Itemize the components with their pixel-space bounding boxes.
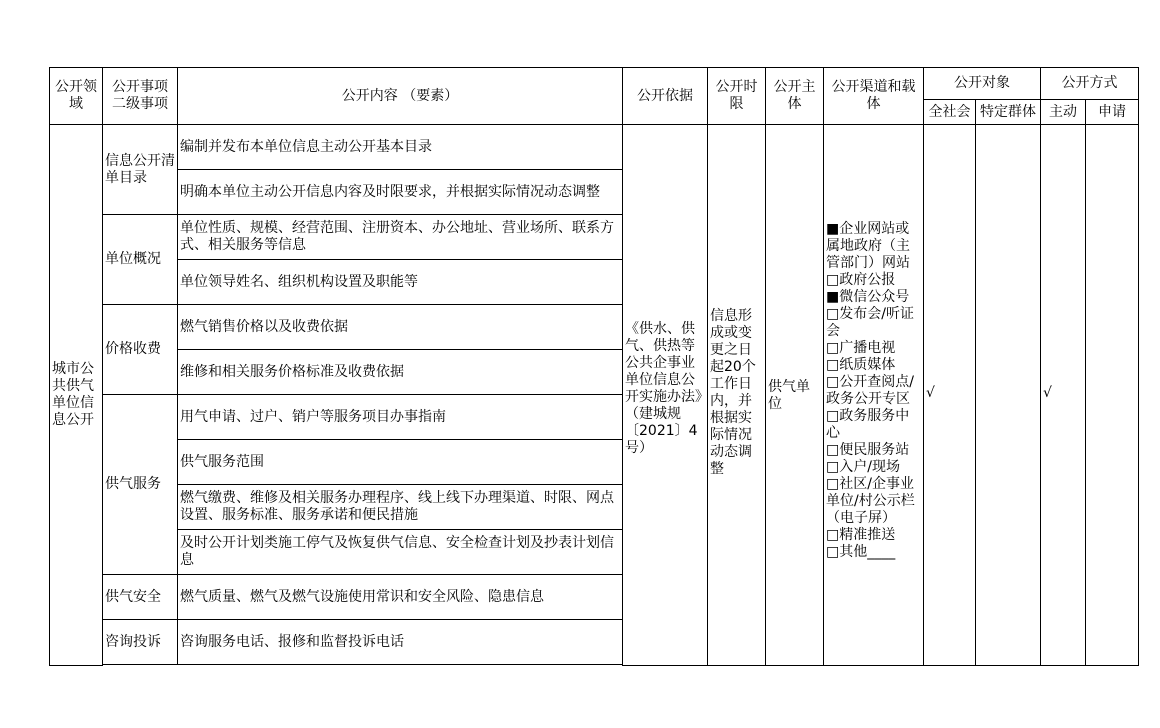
channel-label: 企业网站或属地政府（主管部门）网站 — [826, 221, 910, 271]
audience-all-check: √ — [924, 125, 976, 666]
content-cell: 供气服务范围 — [178, 440, 623, 485]
domain-cell: 城市公共供气单位信息公开 — [50, 125, 103, 666]
channel-label: 政务服务中心 — [826, 408, 910, 441]
header-audience-specific: 特定群体 — [976, 100, 1041, 125]
channel-item — [826, 221, 921, 272]
content-cell: 咨询服务电话、报修和监督投诉电话 — [178, 620, 623, 665]
channel-checkbox: □ — [826, 374, 840, 390]
content-cell: 及时公开计划类施工停气及恢复供气信息、安全检查计划及抄表计划信息 — [178, 530, 623, 575]
sub-item-name: 供气安全 — [103, 575, 178, 620]
channel-item — [826, 357, 921, 374]
channel-checkbox: □ — [826, 544, 840, 560]
channel-label: 社区/企事业单位/村公示栏（电子屏） — [826, 476, 915, 526]
channel-label: 精准推送 — [839, 527, 896, 543]
sub-item-name: 信息公开清单目录 — [103, 125, 178, 215]
content-cell: 明确本单位主动公开信息内容及时限要求，并根据实际情况动态调整 — [178, 170, 623, 215]
channel-checkbox: ■ — [826, 221, 840, 237]
channel-checkbox: □ — [826, 340, 840, 356]
channel-item — [826, 408, 921, 442]
channel-checkbox: □ — [826, 476, 840, 492]
channel-checkbox: □ — [826, 527, 840, 543]
channels-cell — [824, 125, 924, 666]
header-domain: 公开领域 — [50, 68, 103, 125]
channel-checkbox: □ — [826, 459, 840, 475]
sub-item-name: 咨询投诉 — [103, 620, 178, 665]
header-timing: 公开时限 — [708, 68, 766, 125]
channel-checkbox: □ — [826, 306, 840, 322]
subject-cell: 供气单位 — [766, 125, 824, 666]
header-method-request: 申请 — [1086, 100, 1139, 125]
content-cell: 燃气缴费、维修及相关服务办理程序、线上线下办理渠道、时限、网点设置、服务标准、服务承诺和便民措施 — [178, 485, 623, 530]
channel-item — [826, 306, 921, 340]
sub-item-name: 供气服务 — [103, 395, 178, 575]
channel-checkbox: □ — [826, 272, 840, 288]
channel-label: 政府公报 — [839, 272, 896, 288]
channel-checkbox: □ — [826, 408, 840, 424]
channel-item — [826, 544, 921, 561]
content-cell: 单位领导姓名、组织机构设置及职能等 — [178, 260, 623, 305]
timing-cell: 信息形成或变更之日起20个工作日内，并根据实际情况动态调整 — [708, 125, 766, 666]
header-method-active: 主动 — [1041, 100, 1086, 125]
content-cell: 燃气质量、燃气及燃气设施使用常识和安全风险、隐患信息 — [178, 575, 623, 620]
sub-item-name: 单位概况 — [103, 215, 178, 305]
header-audience-all: 全社会 — [924, 100, 976, 125]
channel-item — [826, 459, 921, 476]
content-cell: 维修和相关服务价格标准及收费依据 — [178, 350, 623, 395]
channel-label: 便民服务站 — [839, 442, 910, 458]
channel-label: 其他____ — [839, 544, 896, 560]
header-sub-item: 公开事项 二级事项 — [103, 68, 178, 125]
channel-item — [826, 272, 921, 289]
content-cell: 用气申请、过户、销户等服务项目办事指南 — [178, 395, 623, 440]
channel-item — [826, 527, 921, 544]
channel-item — [826, 289, 921, 306]
content-cell: 单位性质、规模、经营范围、注册资本、办公地址、营业场所、联系方式、相关服务等信息 — [178, 215, 623, 260]
disclosure-table — [49, 67, 1139, 666]
header-method: 公开方式 — [1041, 68, 1139, 100]
method-active-check: √ — [1041, 125, 1086, 666]
channel-label: 公开查阅点/政务公开专区 — [826, 374, 914, 407]
channel-label: 微信公众号 — [839, 289, 910, 305]
header-subject: 公开主体 — [766, 68, 824, 125]
channel-item — [826, 476, 921, 527]
channel-item — [826, 442, 921, 459]
channel-item — [826, 374, 921, 408]
channel-label: 广播电视 — [839, 340, 896, 356]
header-audience: 公开对象 — [924, 68, 1041, 100]
method-request-check — [1086, 125, 1139, 666]
sub-item-name: 价格收费 — [103, 305, 178, 395]
channel-label: 纸质媒体 — [839, 357, 896, 373]
channel-label: 发布会/听证会 — [826, 306, 914, 339]
basis-cell: 《供水、供气、供热等公共企事业单位信息公开实施办法》（建城规〔2021〕4号） — [623, 125, 708, 666]
channel-label: 入户/现场 — [839, 459, 900, 475]
audience-specific-check — [976, 125, 1041, 666]
content-cell: 编制并发布本单位信息主动公开基本目录 — [178, 125, 623, 170]
channel-checkbox: □ — [826, 357, 840, 373]
header-content: 公开内容 （要素） — [178, 68, 623, 125]
channel-checkbox: □ — [826, 442, 840, 458]
channel-item — [826, 340, 921, 357]
header-channels: 公开渠道和载体 — [824, 68, 924, 125]
content-cell: 燃气销售价格以及收费依据 — [178, 305, 623, 350]
channel-checkbox: ■ — [826, 289, 840, 305]
header-basis: 公开依据 — [623, 68, 708, 125]
